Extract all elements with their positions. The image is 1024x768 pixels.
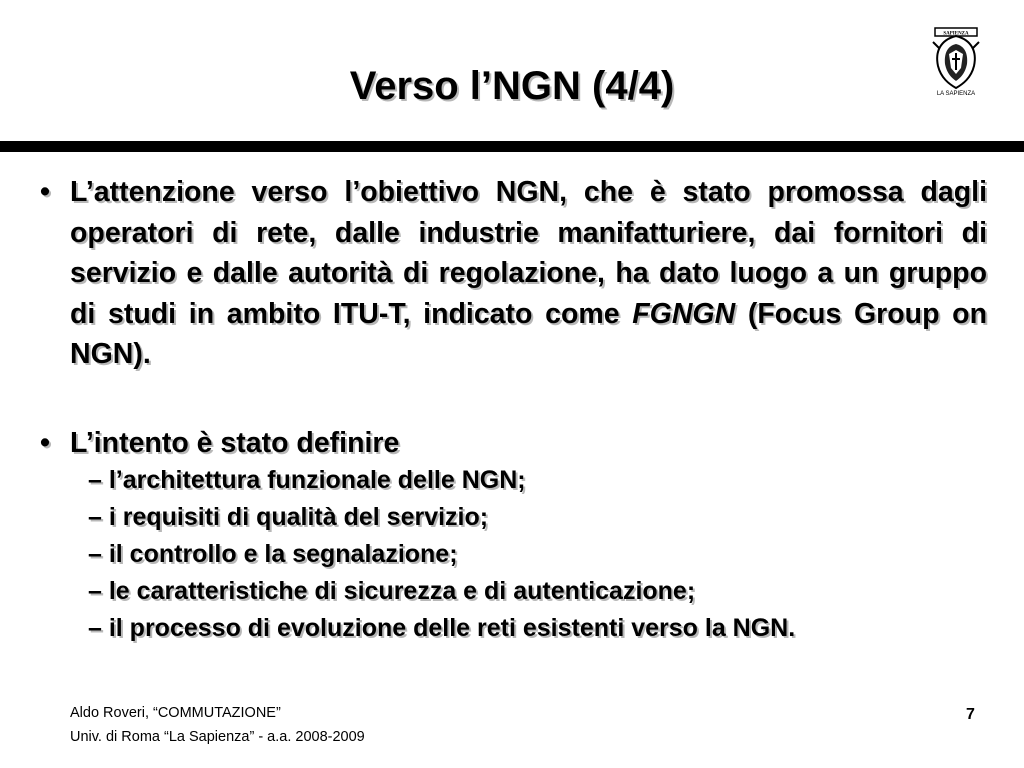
- bullet-text: L’attenzione verso l’obiettivo NGN, che è stato promossa dagli operatori di rete, dalle industrie manifatturiere, dai fornitori di servizio e dalle autorità di regolazione, ha dato luogo a un gruppo di studi in ambito ITU-T, indicato come: [70, 176, 987, 330]
- sub-bullet-item: – il controllo e la segnalazione;: [88, 540, 458, 568]
- bullet-paragraph: [70, 172, 987, 375]
- sub-bullet-item: – il processo di evoluzione delle reti esistenti verso la NGN.: [88, 614, 796, 642]
- logo-banner-text: SAPIENZA: [943, 31, 969, 37]
- sub-bullet-item: – i requisiti di qualità del servizio;: [88, 503, 489, 531]
- footer-author: Aldo Roveri, “COMMUTAZIONE”: [70, 705, 281, 721]
- logo-caption: LA SAPIENZA: [936, 91, 976, 96]
- slide-title: Verso l’NGN (4/4): [349, 64, 675, 108]
- bullet-heading: L’intento è stato definire: [70, 427, 400, 459]
- bullet-marker: •: [40, 176, 50, 208]
- title-divider: [0, 141, 1024, 152]
- bullet-emphasis: FGNGN: [632, 297, 736, 330]
- sub-bullet-item: – l’architettura funzionale delle NGN;: [88, 466, 526, 494]
- footer-university: Univ. di Roma “La Sapienza” - a.a. 2008-2009: [70, 729, 365, 745]
- bullet-marker: •: [40, 427, 50, 459]
- sub-bullet-item: – le caratteristiche di sicurezza e di autenticazione;: [88, 577, 696, 605]
- page-number: 7: [966, 706, 975, 723]
- bullet-text-continued: (Focus Group on NGN).: [70, 297, 987, 370]
- university-seal-logo: [925, 24, 987, 96]
